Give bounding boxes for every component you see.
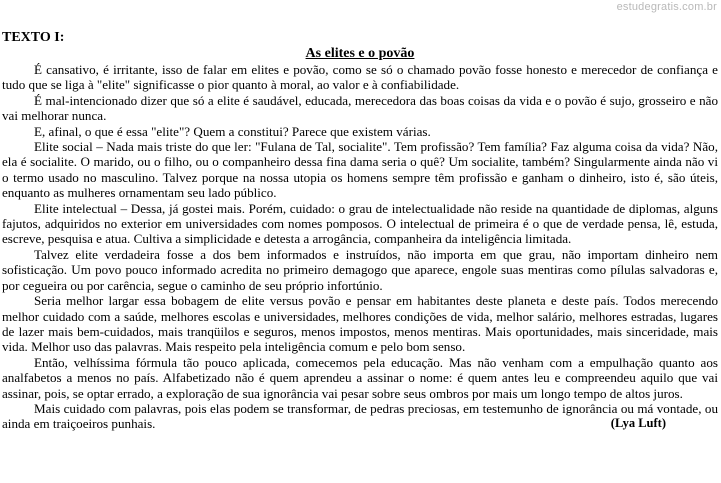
paragraph: É mal-intencionado dizer que só a elite é saudável, educada, merecedora das boas coisas da vida e o povão é sujo, grosseiro e não vai melhorar nunca. [2, 92, 718, 124]
document-body [2, 30, 718, 432]
last-paragraph-text: Mais cuidado com palavras, pois elas podem se transformar, de pedras preciosas, em testemunho de ignorância ou má vontade, ou ainda em traiçoeiros punhais. [2, 400, 718, 432]
paragraph: E, afinal, o que é essa "elite"? Quem a constitui? Parece que existem várias. [34, 123, 431, 139]
paragraph: Elite social – Nada mais triste do que ler: "Fulana de Tal, socialite". Tem profissão? Tem família? Faz alguma coisa da vida? Não, ela é socialite. O marido, ou o filho, ou o companheiro dessa fina dama seria o quê? Um socialite, também? Singularmente ainda não vi o termo usado no masculino. Talvez porque na nossa utopia os homens sempre têm profissão e ganham o dinheiro, isto é, são úteis, enquanto as mulheres ornamentam seu lado público. [2, 139, 718, 201]
paragraph: Seria melhor largar essa bobagem de elite versus povão e pensar em habitantes deste planeta e deste país. Todos merecendo melhor cuidado com a saúde, melhores escolas e universidades, melhores condições de vida, melhor salário, melhores estradas, lugares de lazer mais bem-cuidados, mais tranqüilos e seguros, menos impostos, menos mentiras. Mais oportunidades, mais sinceridade, mais vida. Melhor uso das palavras. Mais respeito pela inteligência comum e pelo bom senso. [2, 293, 718, 355]
paragraph: Talvez elite verdadeira fosse a dos bem informados e instruídos, não importa em que grau, não importam dinheiro nem sofisticação. Um povo pouco informado acredita no primeiro demagogo que aparece, engole suas mentiras como pílulas salvadoras e, por cegueira ou por carência, segue o caminho de seu próprio infortúnio. [2, 246, 718, 293]
author-credit: (Lya Luft) [610, 416, 666, 431]
paragraph: É cansativo, é irritante, isso de falar em elites e povão, como se só o chamado povão fosse honesto e merecedor de confiança e tudo que se liga à "elite" significasse o pior quanto à moral, ao valor e à confiabilidade. [2, 62, 718, 93]
text-label: TEXTO I: [2, 30, 65, 45]
paragraph: Então, velhíssima fórmula tão pouco aplicada, comecemos pela educação. Mas não venham com a empulhação quanto aos analfabetos a menos no país. Alfabetizado não é quem aprendeu a assinar o nome: é quem antes leu e compreendeu aquilo que vai assinar, pois, se optar errado, a exploração de sua ignorância vai pesar sobre seus ombros por mais um longo tempo de altos juros. [2, 354, 718, 401]
paragraph: Elite intelectual – Dessa, já gostei mais. Porém, cuidado: o grau de intelectualidade não reside na quantidade de diplomas, alguns fajutos, adquiridos no exterior em universidades com nomes pomposos. O intelectual de primeira é o que de verdade pensa, lê, estuda, escreve, pesquisa e atua. Cultiva a simplicidade e detesta a arrogância, companheira da inteligência limitada. [2, 200, 718, 247]
article-title: As elites e o povão [305, 46, 415, 61]
site-watermark: estudegratis.com.br [616, 1, 717, 13]
last-paragraph [2, 401, 718, 432]
